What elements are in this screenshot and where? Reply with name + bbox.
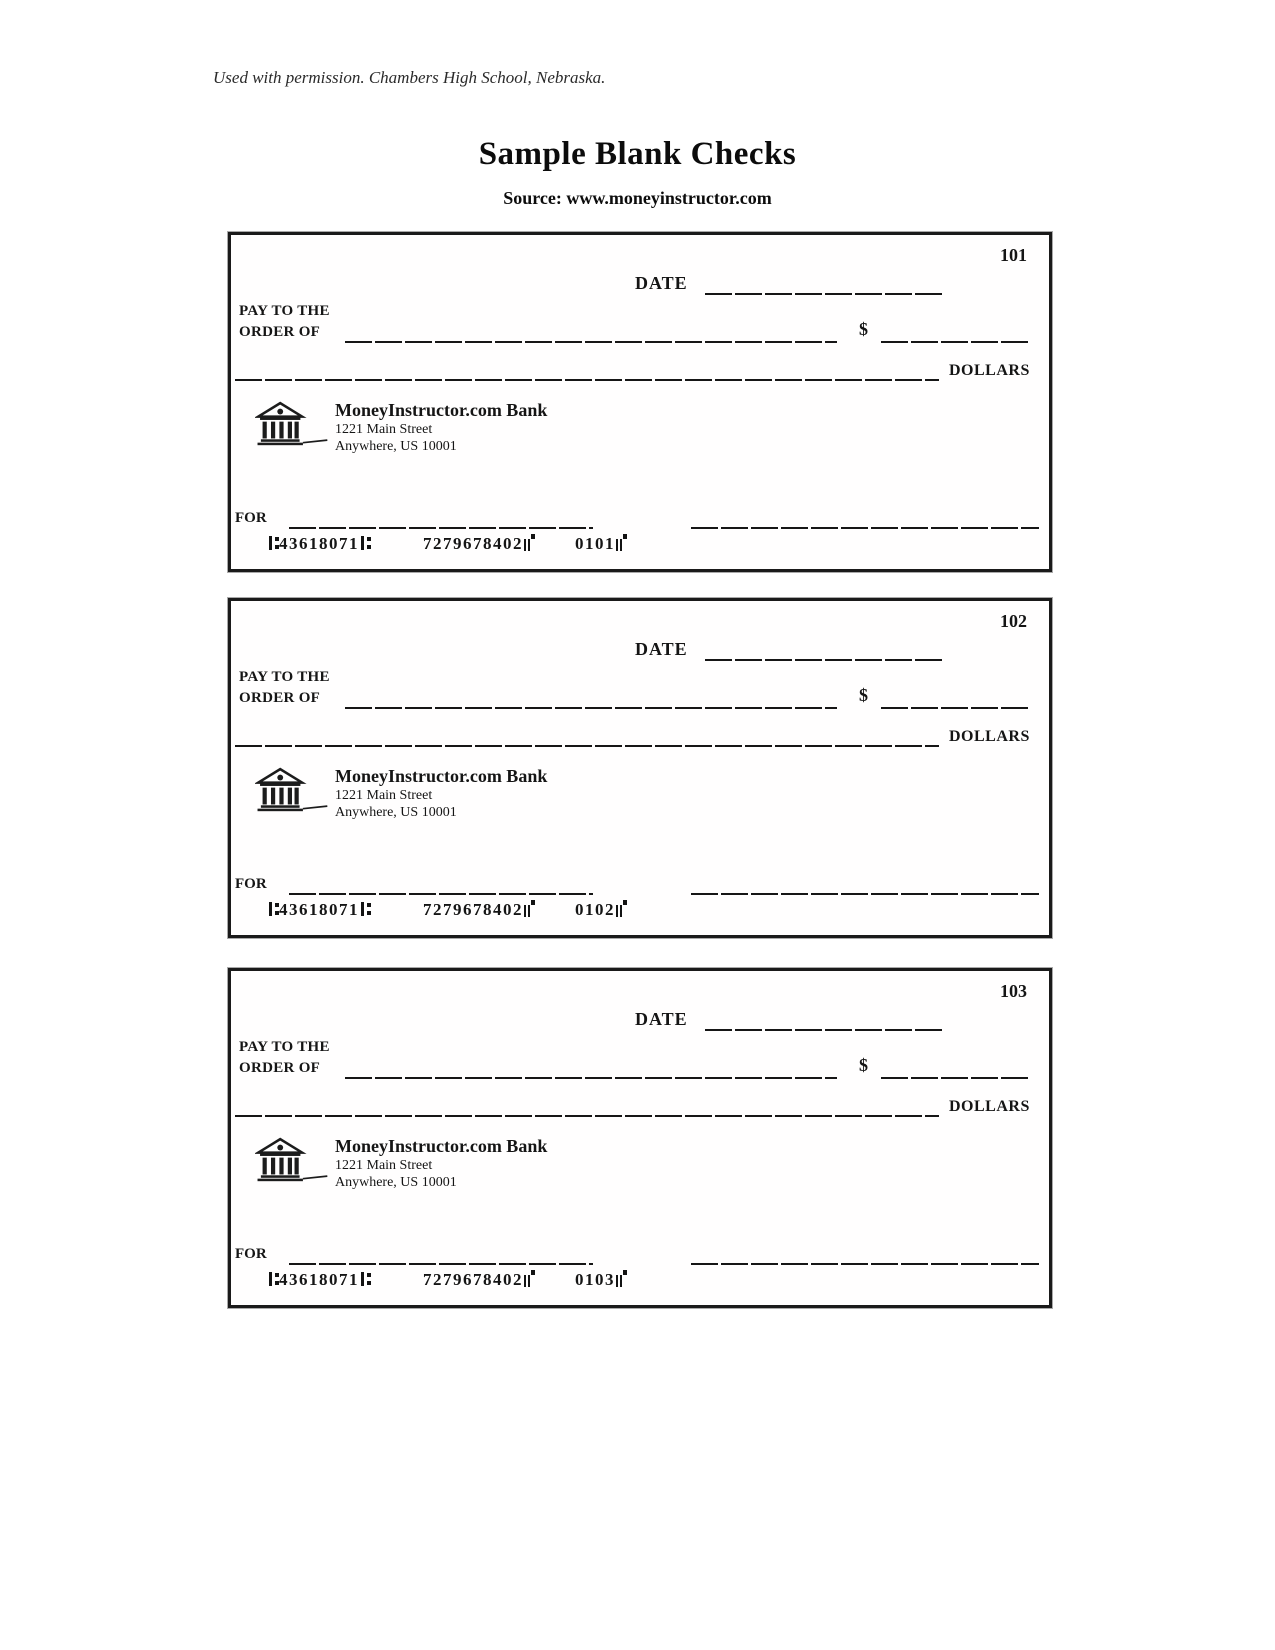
for-label: FOR xyxy=(235,876,267,892)
micr-transit-symbol-icon xyxy=(267,534,279,551)
dollars-label: DOLLARS xyxy=(949,728,1030,745)
micr-routing-number: 43618071 xyxy=(279,1270,359,1289)
micr-line xyxy=(267,900,627,920)
micr-account-number: 7279678402 xyxy=(423,900,523,919)
signature-fill-line xyxy=(691,893,1039,895)
micr-account-number: 7279678402 xyxy=(423,1270,523,1289)
signature-fill-line xyxy=(691,1263,1039,1265)
micr-onus-symbol-icon xyxy=(615,534,627,551)
memo-fill-line xyxy=(289,527,593,529)
date-label: DATE xyxy=(635,1009,688,1029)
check-number: 103 xyxy=(1000,981,1027,1001)
pay-to-the-order-of-label xyxy=(239,301,330,343)
micr-check-number: 0102 xyxy=(575,900,615,919)
bank-name: MoneyInstructor.com Bank xyxy=(335,766,548,786)
bank-street: 1221 Main Street xyxy=(335,422,433,437)
bank-address-block xyxy=(335,764,547,821)
micr-routing-number: 43618071 xyxy=(279,900,359,919)
date-fill-line xyxy=(705,293,943,295)
payee-fill-line xyxy=(345,341,837,343)
blank-check-101 xyxy=(228,232,1052,572)
dollar-sign-label: $ xyxy=(859,1055,868,1075)
date-fill-line xyxy=(705,659,943,661)
bank-name: MoneyInstructor.com Bank xyxy=(335,1136,548,1156)
micr-onus-symbol-icon xyxy=(615,900,627,917)
micr-transit-symbol-icon xyxy=(359,534,371,551)
bank-city: Anywhere, US 10001 xyxy=(335,1175,457,1190)
bank-building-icon xyxy=(255,764,329,818)
order-of-label: ORDER OF xyxy=(239,324,321,340)
attribution-text: Used with permission. Chambers High School, Nebraska. xyxy=(213,68,606,87)
source-line: Source: www.moneyinstructor.com xyxy=(503,188,772,208)
micr-onus-symbol-icon xyxy=(523,900,535,917)
micr-onus-symbol-icon xyxy=(523,534,535,551)
date-label: DATE xyxy=(635,639,688,659)
micr-onus-symbol-icon xyxy=(615,1270,627,1287)
written-amount-fill-line xyxy=(235,745,939,747)
dollars-label: DOLLARS xyxy=(949,1098,1030,1115)
dollars-label: DOLLARS xyxy=(949,362,1030,379)
blank-check-103 xyxy=(228,968,1052,1308)
micr-check-number: 0101 xyxy=(575,534,615,553)
memo-fill-line xyxy=(289,1263,593,1265)
blank-check-102 xyxy=(228,598,1052,938)
amount-fill-line xyxy=(881,1077,1029,1079)
order-of-label: ORDER OF xyxy=(239,1060,321,1076)
bank-building-icon xyxy=(255,1134,329,1188)
written-amount-fill-line xyxy=(235,379,939,381)
payee-fill-line xyxy=(345,707,837,709)
check-number: 101 xyxy=(1000,245,1027,265)
bank-city: Anywhere, US 10001 xyxy=(335,805,457,820)
micr-line xyxy=(267,534,627,554)
bank-block xyxy=(255,1134,547,1191)
micr-check-number: 0103 xyxy=(575,1270,615,1289)
bank-block xyxy=(255,764,547,821)
micr-account-number: 7279678402 xyxy=(423,534,523,553)
payee-fill-line xyxy=(345,1077,837,1079)
micr-transit-symbol-icon xyxy=(267,900,279,917)
bank-address-block xyxy=(335,1134,547,1191)
check-number: 102 xyxy=(1000,611,1027,631)
page-title: Sample Blank Checks xyxy=(478,136,797,172)
bank-city: Anywhere, US 10001 xyxy=(335,439,457,454)
micr-onus-symbol-icon xyxy=(523,1270,535,1287)
bank-street: 1221 Main Street xyxy=(335,1158,433,1173)
dollar-sign-label: $ xyxy=(859,319,868,339)
bank-building-icon xyxy=(255,398,329,452)
micr-transit-symbol-icon xyxy=(359,900,371,917)
bank-name: MoneyInstructor.com Bank xyxy=(335,400,548,420)
micr-transit-symbol-icon xyxy=(267,1270,279,1287)
bank-street: 1221 Main Street xyxy=(335,788,433,803)
pay-to-the-label: PAY TO THE xyxy=(239,303,330,319)
pay-to-the-order-of-label xyxy=(239,1037,330,1079)
pay-to-the-label: PAY TO THE xyxy=(239,1039,330,1055)
micr-transit-symbol-icon xyxy=(359,1270,371,1287)
amount-fill-line xyxy=(881,707,1029,709)
pay-to-the-label: PAY TO THE xyxy=(239,669,330,685)
date-label: DATE xyxy=(635,273,688,293)
date-fill-line xyxy=(705,1029,943,1031)
order-of-label: ORDER OF xyxy=(239,690,321,706)
for-label: FOR xyxy=(235,1246,267,1262)
written-amount-fill-line xyxy=(235,1115,939,1117)
amount-fill-line xyxy=(881,341,1029,343)
signature-fill-line xyxy=(691,527,1039,529)
memo-fill-line xyxy=(289,893,593,895)
dollar-sign-label: $ xyxy=(859,685,868,705)
micr-line xyxy=(267,1270,627,1290)
for-label: FOR xyxy=(235,510,267,526)
bank-block xyxy=(255,398,547,455)
pay-to-the-order-of-label xyxy=(239,667,330,709)
bank-address-block xyxy=(335,398,547,455)
micr-routing-number: 43618071 xyxy=(279,534,359,553)
